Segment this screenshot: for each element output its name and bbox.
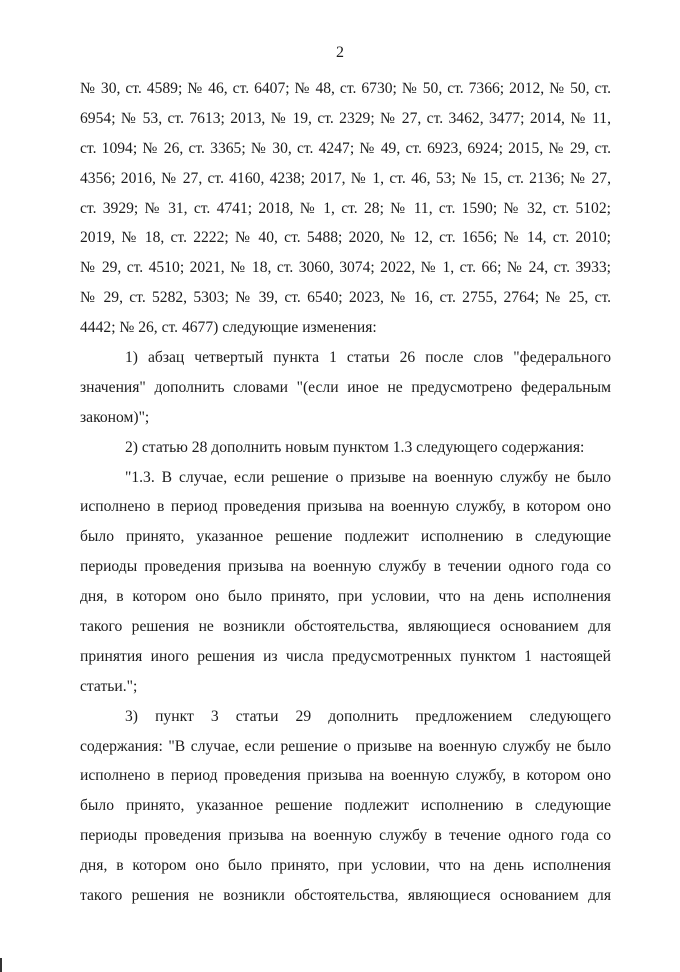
text-line: 6954; № 53, ст. 7613; 2013, № 19, ст. 2329; № 27, ст. 3462, 3477; 2014, № 11,: [80, 109, 611, 127]
text-line: 3) пункт 3 статьи 29 дополнить предложением следующего: [125, 707, 611, 725]
text-line: статьи.";: [80, 677, 138, 695]
scan-edge-mark: [0, 958, 2, 972]
page-number: 2: [336, 44, 344, 61]
text-line: 4356; 2016, № 27, ст. 4160, 4238; 2017, № 1, ст. 46, 53; № 15, ст. 2136; № 27,: [80, 169, 611, 187]
text-line: исполнено в период проведения призыва на военную службу, в котором оно: [80, 767, 611, 785]
text-line: законом)";: [80, 408, 150, 426]
text-line: принятия иного решения из числа предусмотренных пунктом 1 настоящей: [80, 647, 611, 665]
text-line: 2019, № 18, ст. 2222; № 40, ст. 5488; 2020, № 12, ст. 1656; № 14, ст. 2010;: [80, 229, 611, 247]
text-line: периоды проведения призыва на военную службу в течении одного года со: [80, 558, 611, 576]
text-line: такого решения не возникли обстоятельства, являющиеся основанием для: [80, 887, 611, 905]
text-line: было принято, указанное решение подлежит исполнению в следующие: [80, 528, 611, 546]
text-line: содержания: "В случае, если решение о призыве на военную службу не было: [80, 737, 611, 755]
text-line: 4442; № 26, ст. 4677) следующие изменения:: [80, 319, 377, 337]
text-line: 2) статью 28 дополнить новым пунктом 1.3 следующего содержания:: [125, 438, 585, 456]
text-line: "1.3. В случае, если решение о призыве на военную службу не было: [125, 468, 611, 486]
text-line: 1) абзац четвертый пункта 1 статьи 26 после слов "федерального: [125, 349, 611, 367]
text-line: было принято, указанное решение подлежит исполнению в следующие: [80, 797, 611, 815]
body-text: [80, 74, 611, 911]
text-line: периоды проведения призыва на военную службу в течение одного года со: [80, 827, 611, 845]
text-line: дня, в котором оно было принято, при условии, что на день исполнения: [80, 588, 611, 606]
text-line: № 29, ст. 5282, 5303; № 39, ст. 6540; 2023, № 16, ст. 2755, 2764; № 25, ст.: [80, 289, 611, 307]
text-line: ст. 1094; № 26, ст. 3365; № 30, ст. 4247; № 49, ст. 6923, 6924; 2015, № 29, ст.: [80, 139, 611, 157]
text-line: ст. 3929; № 31, ст. 4741; 2018, № 1, ст. 28; № 11, ст. 1590; № 32, ст. 5102;: [80, 199, 611, 217]
text-line: значения" дополнить словами "(если иное не предусмотрено федеральным: [80, 378, 611, 396]
text-line: дня, в котором оно было принято, при условии, что на день исполнения: [80, 857, 611, 875]
text-line: № 29, ст. 4510; 2021, № 18, ст. 3060, 3074; 2022, № 1, ст. 66; № 24, ст. 3933;: [80, 259, 611, 277]
text-line: № 30, ст. 4589; № 46, ст. 6407; № 48, ст. 6730; № 50, ст. 7366; 2012, № 50, ст.: [80, 80, 611, 97]
text-line: такого решения не возникли обстоятельства, являющиеся основанием для: [80, 618, 611, 636]
text-line: исполнено в период проведения призыва на военную службу, в котором оно: [80, 498, 611, 516]
